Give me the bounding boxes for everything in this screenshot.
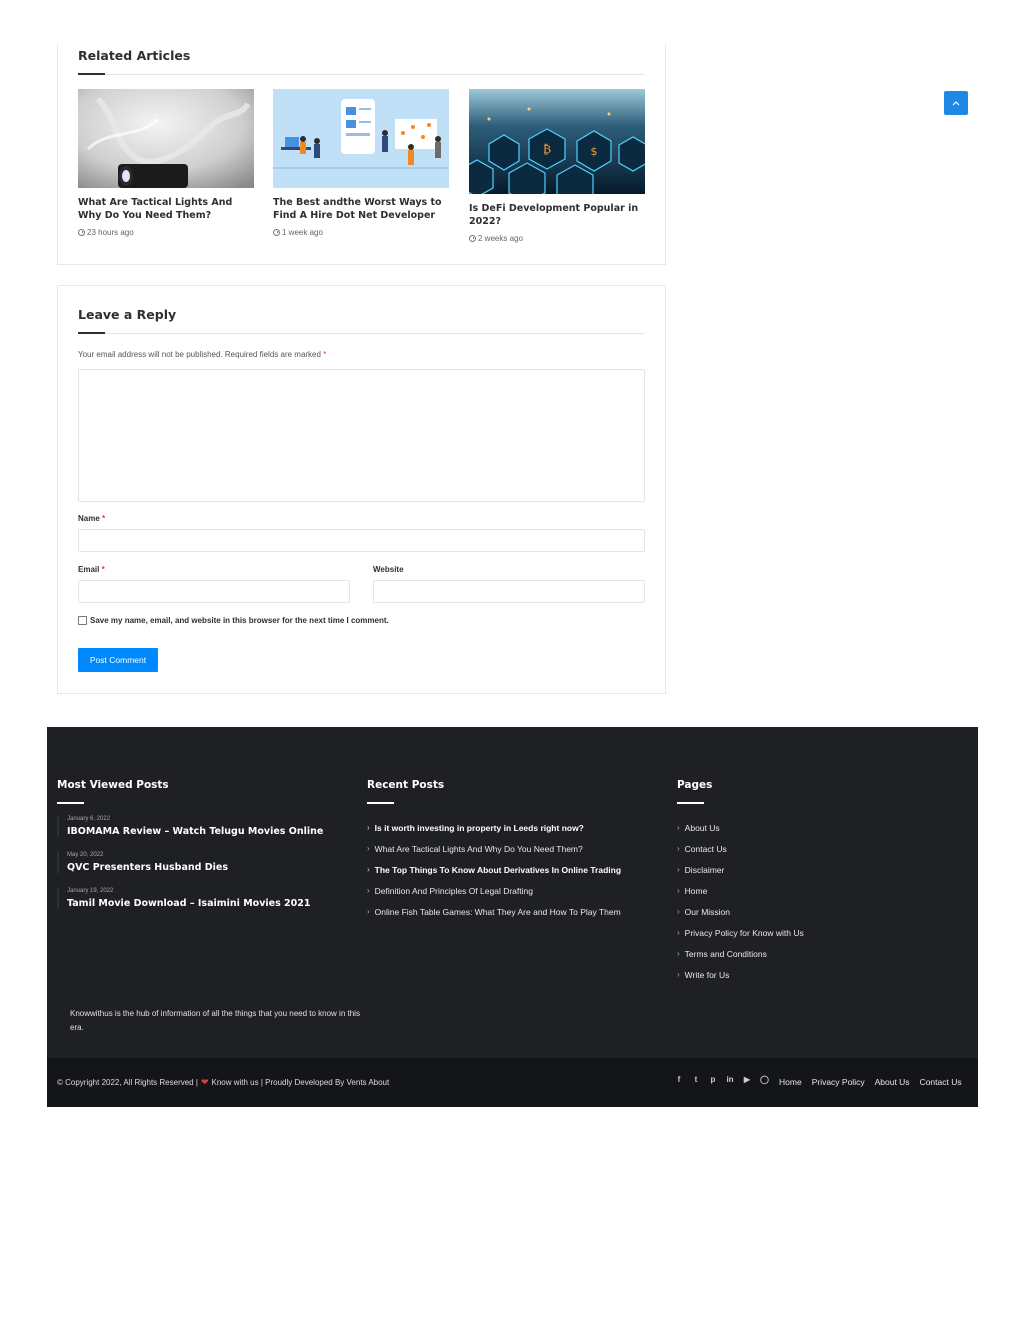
form-notice: [78, 350, 326, 359]
nav-home[interactable]: Home: [779, 1077, 802, 1087]
twitter-icon[interactable]: t: [694, 1075, 698, 1084]
chevron-right-icon: ›: [677, 949, 680, 958]
most-viewed-item[interactable]: [57, 888, 311, 909]
social-icons: [675, 1075, 768, 1084]
clock-icon: [469, 235, 476, 242]
clock-icon: [273, 229, 280, 236]
page-link[interactable]: [677, 817, 804, 838]
comment-textarea[interactable]: [78, 369, 645, 502]
related-articles-section: [57, 44, 666, 265]
comment-form-section: [57, 285, 666, 694]
recent-posts-title: Recent Posts: [367, 779, 445, 791]
save-info-label[interactable]: Save my name, email, and website in this browser for the next time I comment.: [90, 616, 389, 625]
svg-text:₿: ₿: [542, 142, 552, 156]
copyright-text: © Copyright 2022, All Rights Reserved |: [57, 1078, 198, 1087]
page-link[interactable]: [677, 943, 804, 964]
pinterest-icon[interactable]: p: [710, 1075, 716, 1084]
title-underline: [57, 802, 84, 804]
recent-post-link[interactable]: [367, 859, 621, 880]
chevron-right-icon: ›: [367, 865, 370, 874]
instagram-icon[interactable]: ◯: [760, 1075, 769, 1084]
article-thumbnail-developers[interactable]: [273, 89, 449, 188]
name-label: [78, 514, 105, 523]
website-label: Website: [373, 565, 404, 574]
related-article-card[interactable]: [469, 89, 645, 243]
page-link[interactable]: [677, 859, 804, 880]
clock-icon: [78, 229, 85, 236]
website-field[interactable]: [373, 580, 645, 603]
related-article-title[interactable]: What Are Tactical Lights And Why Do You Need Them?: [78, 197, 233, 221]
nav-about-us[interactable]: About Us: [874, 1077, 910, 1087]
title-underline: [367, 802, 394, 804]
post-date: January 19, 2022: [67, 888, 114, 894]
footer: [47, 727, 978, 1058]
related-article-title[interactable]: Is DeFi Development Popular in 2022?: [469, 203, 639, 227]
recent-post-title[interactable]: Online Fish Table Games: What They Are and How To Play Them: [374, 906, 621, 917]
article-time: 1 week ago: [282, 228, 323, 237]
recent-post-title[interactable]: Definition And Principles Of Legal Drafting: [374, 885, 533, 896]
article-meta: [273, 228, 449, 237]
post-date: January 6, 2022: [67, 816, 111, 822]
chevron-right-icon: ›: [367, 844, 370, 853]
article-time: 23 hours ago: [87, 228, 134, 237]
chevron-right-icon: ›: [677, 928, 680, 937]
post-comment-button[interactable]: Post Comment: [78, 648, 158, 672]
chevron-right-icon: ›: [677, 844, 680, 853]
post-title[interactable]: Tamil Movie Download – Isaimini Movies 2021: [67, 898, 311, 909]
footer-about-text: Knowwithus is the hub of information of all the things that you need to know in this era.: [70, 1009, 360, 1032]
post-title[interactable]: QVC Presenters Husband Dies: [67, 862, 228, 873]
chevron-right-icon: ›: [367, 823, 370, 832]
page-link[interactable]: [677, 880, 804, 901]
save-info-checkbox[interactable]: [78, 616, 87, 625]
related-articles-title: Related Articles: [78, 48, 191, 63]
notice-text: Your email address will not be published. Required fields are marked: [78, 350, 321, 359]
chevron-right-icon: ›: [677, 823, 680, 832]
chevron-right-icon: ›: [677, 907, 680, 916]
scroll-to-top-button[interactable]: [944, 91, 968, 115]
recent-post-link[interactable]: [367, 880, 621, 901]
related-article-title[interactable]: The Best andthe Worst Ways to Find A Hire Dot Net Developer: [273, 197, 442, 221]
nav-contact-us[interactable]: Contact Us: [919, 1077, 962, 1087]
required-mark: *: [102, 514, 106, 523]
recent-post-title[interactable]: Is it worth investing in property in Leeds right now?: [374, 822, 584, 833]
copyright-bar: [47, 1058, 978, 1107]
copyright: [57, 1077, 389, 1088]
post-date: May 20, 2022: [67, 852, 104, 858]
chevron-right-icon: ›: [367, 886, 370, 895]
recent-post-title[interactable]: The Top Things To Know About Derivatives In Online Trading: [374, 864, 622, 875]
page-link-label[interactable]: Privacy Policy for Know with Us: [684, 927, 804, 938]
article-time: 2 weeks ago: [478, 234, 523, 243]
article-meta: [78, 228, 254, 237]
reply-title: Leave a Reply: [78, 307, 177, 322]
youtube-icon[interactable]: ▶: [743, 1075, 751, 1084]
required-mark: *: [323, 350, 327, 359]
related-article-card[interactable]: [78, 89, 254, 237]
most-viewed-item[interactable]: [57, 852, 228, 873]
pages-list: [677, 817, 804, 985]
page-link[interactable]: [677, 964, 804, 985]
recent-post-link[interactable]: [367, 838, 621, 859]
recent-post-link[interactable]: [367, 817, 621, 838]
name-field[interactable]: [78, 529, 645, 552]
nav-privacy-policy[interactable]: Privacy Policy: [811, 1077, 865, 1087]
page-link-label[interactable]: Home: [684, 885, 708, 896]
article-thumbnail-flashlight[interactable]: [78, 89, 254, 188]
most-viewed-item[interactable]: [57, 816, 323, 837]
related-article-card[interactable]: [273, 89, 449, 237]
required-mark: *: [101, 565, 105, 574]
title-divider: [78, 333, 645, 334]
chevron-right-icon: ›: [677, 865, 680, 874]
page-link-label[interactable]: Contact Us: [684, 843, 727, 854]
title-underline: [677, 802, 704, 804]
facebook-icon[interactable]: f: [677, 1075, 681, 1084]
brand-link[interactable]: Know with us | Proudly Developed By Vents About: [211, 1078, 390, 1087]
chevron-right-icon: ›: [677, 886, 680, 895]
page-link-label[interactable]: Terms and Conditions: [684, 948, 767, 959]
email-label-text: Email: [78, 565, 100, 574]
page-link-label[interactable]: Write for Us: [684, 969, 730, 980]
page-link[interactable]: [677, 901, 804, 922]
post-title[interactable]: IBOMAMA Review – Watch Telugu Movies Online: [67, 826, 324, 837]
heart-icon: ❤: [200, 1077, 209, 1087]
save-info-row: [78, 616, 389, 625]
page-link[interactable]: [677, 838, 804, 859]
page-link[interactable]: [677, 922, 804, 943]
page-link-label[interactable]: Disclaimer: [684, 864, 725, 875]
chevron-right-icon: ›: [367, 907, 370, 916]
svg-text:$: $: [590, 145, 598, 158]
page-link-label[interactable]: Our Mission: [684, 906, 731, 917]
linkedin-icon[interactable]: in: [726, 1075, 734, 1084]
email-field[interactable]: [78, 580, 350, 603]
email-label: [78, 565, 105, 574]
title-divider: [78, 74, 645, 75]
most-viewed-title: Most Viewed Posts: [57, 779, 169, 791]
chevron-right-icon: ›: [677, 970, 680, 979]
recent-posts-list: [367, 817, 621, 922]
recent-post-title[interactable]: What Are Tactical Lights And Why Do You Need Them?: [374, 843, 583, 854]
bottom-nav: [779, 1077, 962, 1087]
chevron-up-icon: [952, 100, 960, 106]
pages-title: Pages: [677, 779, 713, 791]
article-thumbnail-defi[interactable]: [469, 89, 645, 194]
page-link-label[interactable]: About Us: [684, 822, 720, 833]
article-meta: [469, 234, 645, 243]
recent-post-link[interactable]: [367, 901, 621, 922]
name-label-text: Name: [78, 514, 100, 523]
